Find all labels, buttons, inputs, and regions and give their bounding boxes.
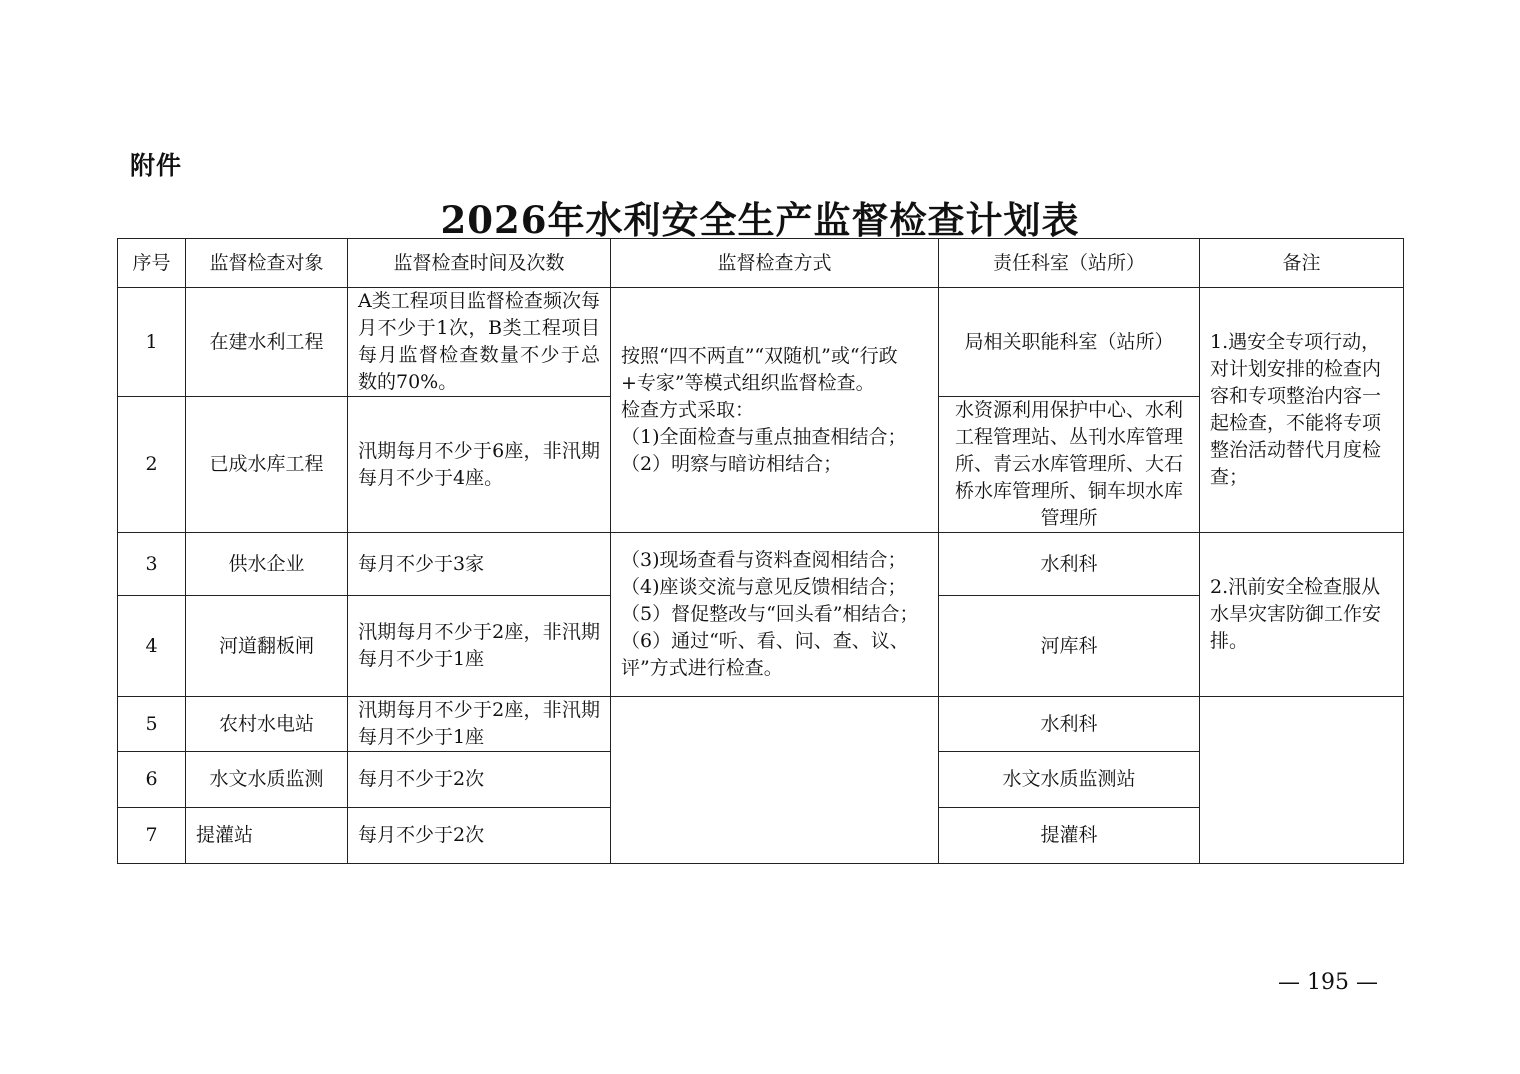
- page-number: — 195 —: [1278, 970, 1378, 995]
- remark-cell-2: 2.汛前安全检查服从水旱灾害防御工作安排。: [1200, 533, 1404, 697]
- row-frequency: 汛期每月不少于2座，非汛期每月不少于1座: [348, 697, 611, 752]
- row-frequency: 每月不少于2次: [348, 752, 611, 808]
- row-no: 1: [118, 288, 186, 397]
- remark-cell-empty: [1200, 697, 1404, 864]
- method-line: （2）明察与暗访相结合；: [621, 452, 843, 475]
- row-object: 农村水电站: [186, 697, 348, 752]
- row-office: 水文水质监测站: [939, 752, 1200, 808]
- row-office: 水资源利用保护中心、水利工程管理站、丛刊水库管理所、青云水库管理所、大石桥水库管理所、铜车坝水库管理所: [939, 397, 1200, 533]
- remark-cell-1: 1.遇安全专项行动，对计划安排的检查内容和专项整治内容一起检查，不能将专项整治活动替代月度检查；: [1200, 288, 1404, 533]
- method-cell-upper: [611, 288, 939, 533]
- row-no: 2: [118, 397, 186, 533]
- row-office: 提灌科: [939, 808, 1200, 864]
- attachment-label: 附件: [130, 151, 183, 180]
- method-line: （4)座谈交流与意见反馈相结合；: [621, 576, 907, 598]
- row-frequency: 每月不少于3家: [348, 533, 611, 596]
- method-cell-empty: [611, 697, 939, 864]
- method-line: （5）督促整改与“回头看”相结合；: [621, 603, 919, 625]
- row-object: 提灌站: [186, 808, 348, 864]
- method-line: （6）通过“听、看、问、查、议、评”方式进行检查。: [621, 630, 909, 679]
- row-no: 3: [118, 533, 186, 596]
- row-frequency: A类工程项目监督检查频次每月不少于1次，B类工程项目每月监督检查数量不少于总数的70%。: [348, 288, 611, 397]
- table-row: [118, 697, 1404, 752]
- method-cell-lower: [611, 533, 939, 697]
- row-object: 河道翻板闸: [186, 596, 348, 697]
- document-title: 2026年水利安全生产监督检查计划表: [440, 198, 1080, 242]
- method-line: 按照“四不两直”“双随机”或“行政+专家”等模式组织监督检查。: [621, 344, 898, 394]
- table-row: [118, 288, 1404, 397]
- header-office: 责任科室（站所）: [939, 239, 1200, 288]
- row-office: 水利科: [939, 533, 1200, 596]
- method-line: 检查方式采取：: [621, 398, 755, 421]
- row-frequency: 每月不少于2次: [348, 808, 611, 864]
- row-no: 7: [118, 808, 186, 864]
- row-object: 已成水库工程: [186, 397, 348, 533]
- method-line: （3)现场查看与资料查阅相结合；: [621, 549, 907, 571]
- row-office: 水利科: [939, 697, 1200, 752]
- row-frequency: 汛期每月不少于2座，非汛期每月不少于1座: [348, 596, 611, 697]
- row-object: 水文水质监测: [186, 752, 348, 808]
- row-office: 河库科: [939, 596, 1200, 697]
- table-row: [118, 533, 1404, 596]
- header-method: 监督检查方式: [611, 239, 939, 288]
- row-no: 6: [118, 752, 186, 808]
- row-object: 在建水利工程: [186, 288, 348, 397]
- header-frequency: 监督检查时间及次数: [348, 239, 611, 288]
- row-object: 供水企业: [186, 533, 348, 596]
- header-object: 监督检查对象: [186, 239, 348, 288]
- header-remark: 备注: [1200, 239, 1404, 288]
- method-line: （1)全面检查与重点抽查相结合；: [621, 425, 907, 448]
- row-no: 5: [118, 697, 186, 752]
- header-no: 序号: [118, 239, 186, 288]
- table-header-row: [118, 239, 1404, 288]
- row-frequency: 汛期每月不少于6座，非汛期每月不少于4座。: [348, 397, 611, 533]
- row-office: 局相关职能科室（站所）: [939, 288, 1200, 397]
- inspection-plan-table: [117, 238, 1404, 864]
- row-no: 4: [118, 596, 186, 697]
